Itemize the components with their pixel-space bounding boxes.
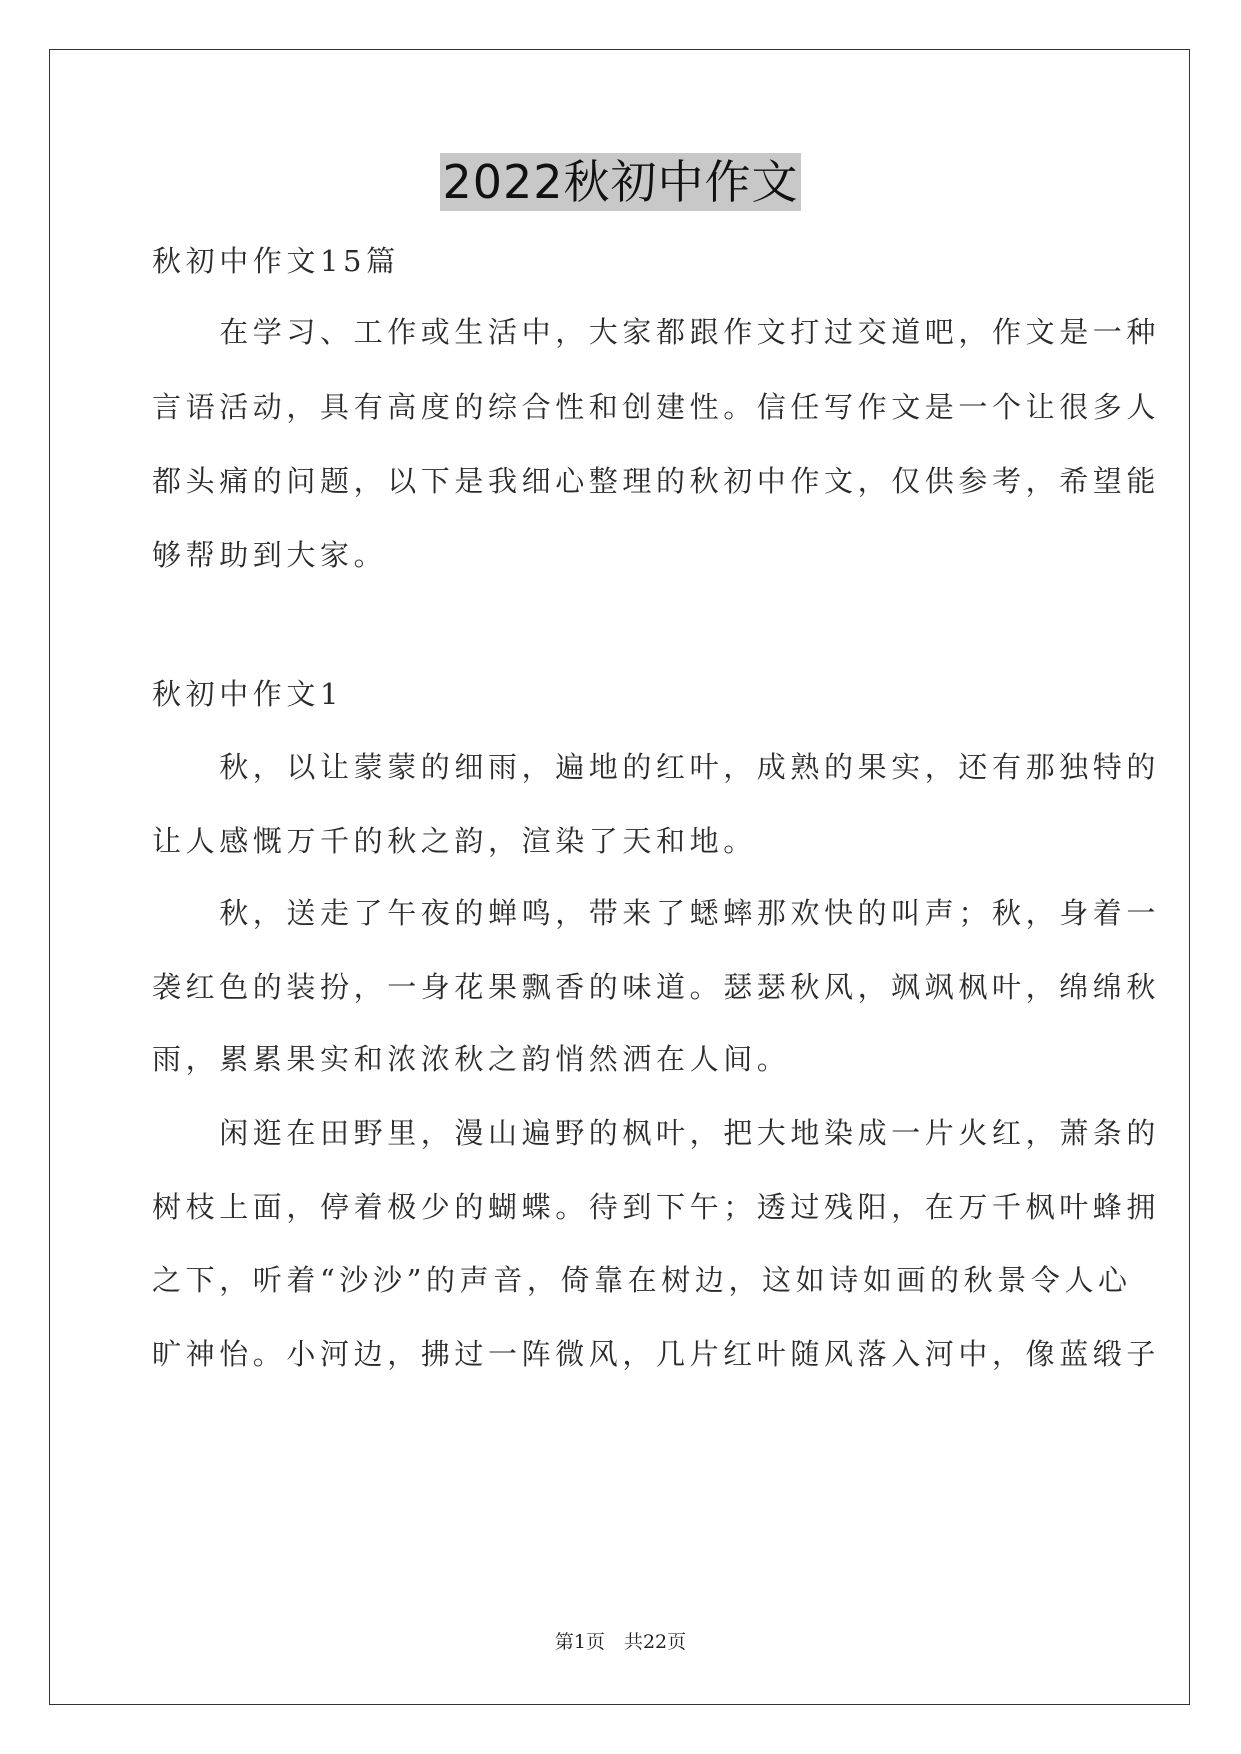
body-line: 闲逛在田野里，漫山遍野的枫叶，把大地染成一片火红，萧条的 — [152, 1116, 1161, 1150]
intro-line: 在学习、工作或生活中，大家都跟作文打过交道吧，作文是一种 — [152, 315, 1161, 349]
body-line: 秋，以让蒙蒙的细雨，遍地的红叶，成熟的果实，还有那独特的 — [152, 750, 1161, 784]
body-line: 秋，送走了午夜的蝉鸣，带来了蟋蟀那欢快的叫声；秋，身着一 — [152, 896, 1161, 930]
page-border — [49, 49, 1190, 1705]
title-container — [0, 153, 1241, 211]
intro-line: 都头痛的问题，以下是我细心整理的秋初中作文，仅供参考，希望能 — [152, 464, 1161, 498]
section-heading: 秋初中作文1 — [152, 677, 344, 711]
page-footer: 第1页 共22页 — [554, 1631, 687, 1653]
body-line: 让人感慨万千的秋之韵，渲染了天和地。 — [152, 824, 757, 858]
body-line: 雨，累累果实和浓浓秋之韵悄然洒在人间。 — [152, 1042, 791, 1076]
body-line: 树枝上面，停着极少的蝴蝶。待到下午；透过残阳，在万千枫叶蜂拥 — [152, 1190, 1161, 1224]
intro-line: 言语活动，具有高度的综合性和创建性。信任写作文是一个让很多人 — [152, 390, 1161, 424]
body-line: 之下，听着“沙沙”的声音，倚靠在树边，这如诗如画的秋景令人心 — [152, 1263, 1132, 1297]
body-line: 袭红色的装扮，一身花果飘香的味道。瑟瑟秋风，飒飒枫叶，绵绵秋 — [152, 970, 1161, 1004]
document-title: 2022秋初中作文 — [442, 155, 799, 209]
body-line: 旷神怡。小河边，拂过一阵微风，几片红叶随风落入河中，像蓝缎子 — [152, 1337, 1161, 1371]
intro-line: 够帮助到大家。 — [152, 538, 388, 572]
subtitle: 秋初中作文15篇 — [152, 244, 400, 278]
